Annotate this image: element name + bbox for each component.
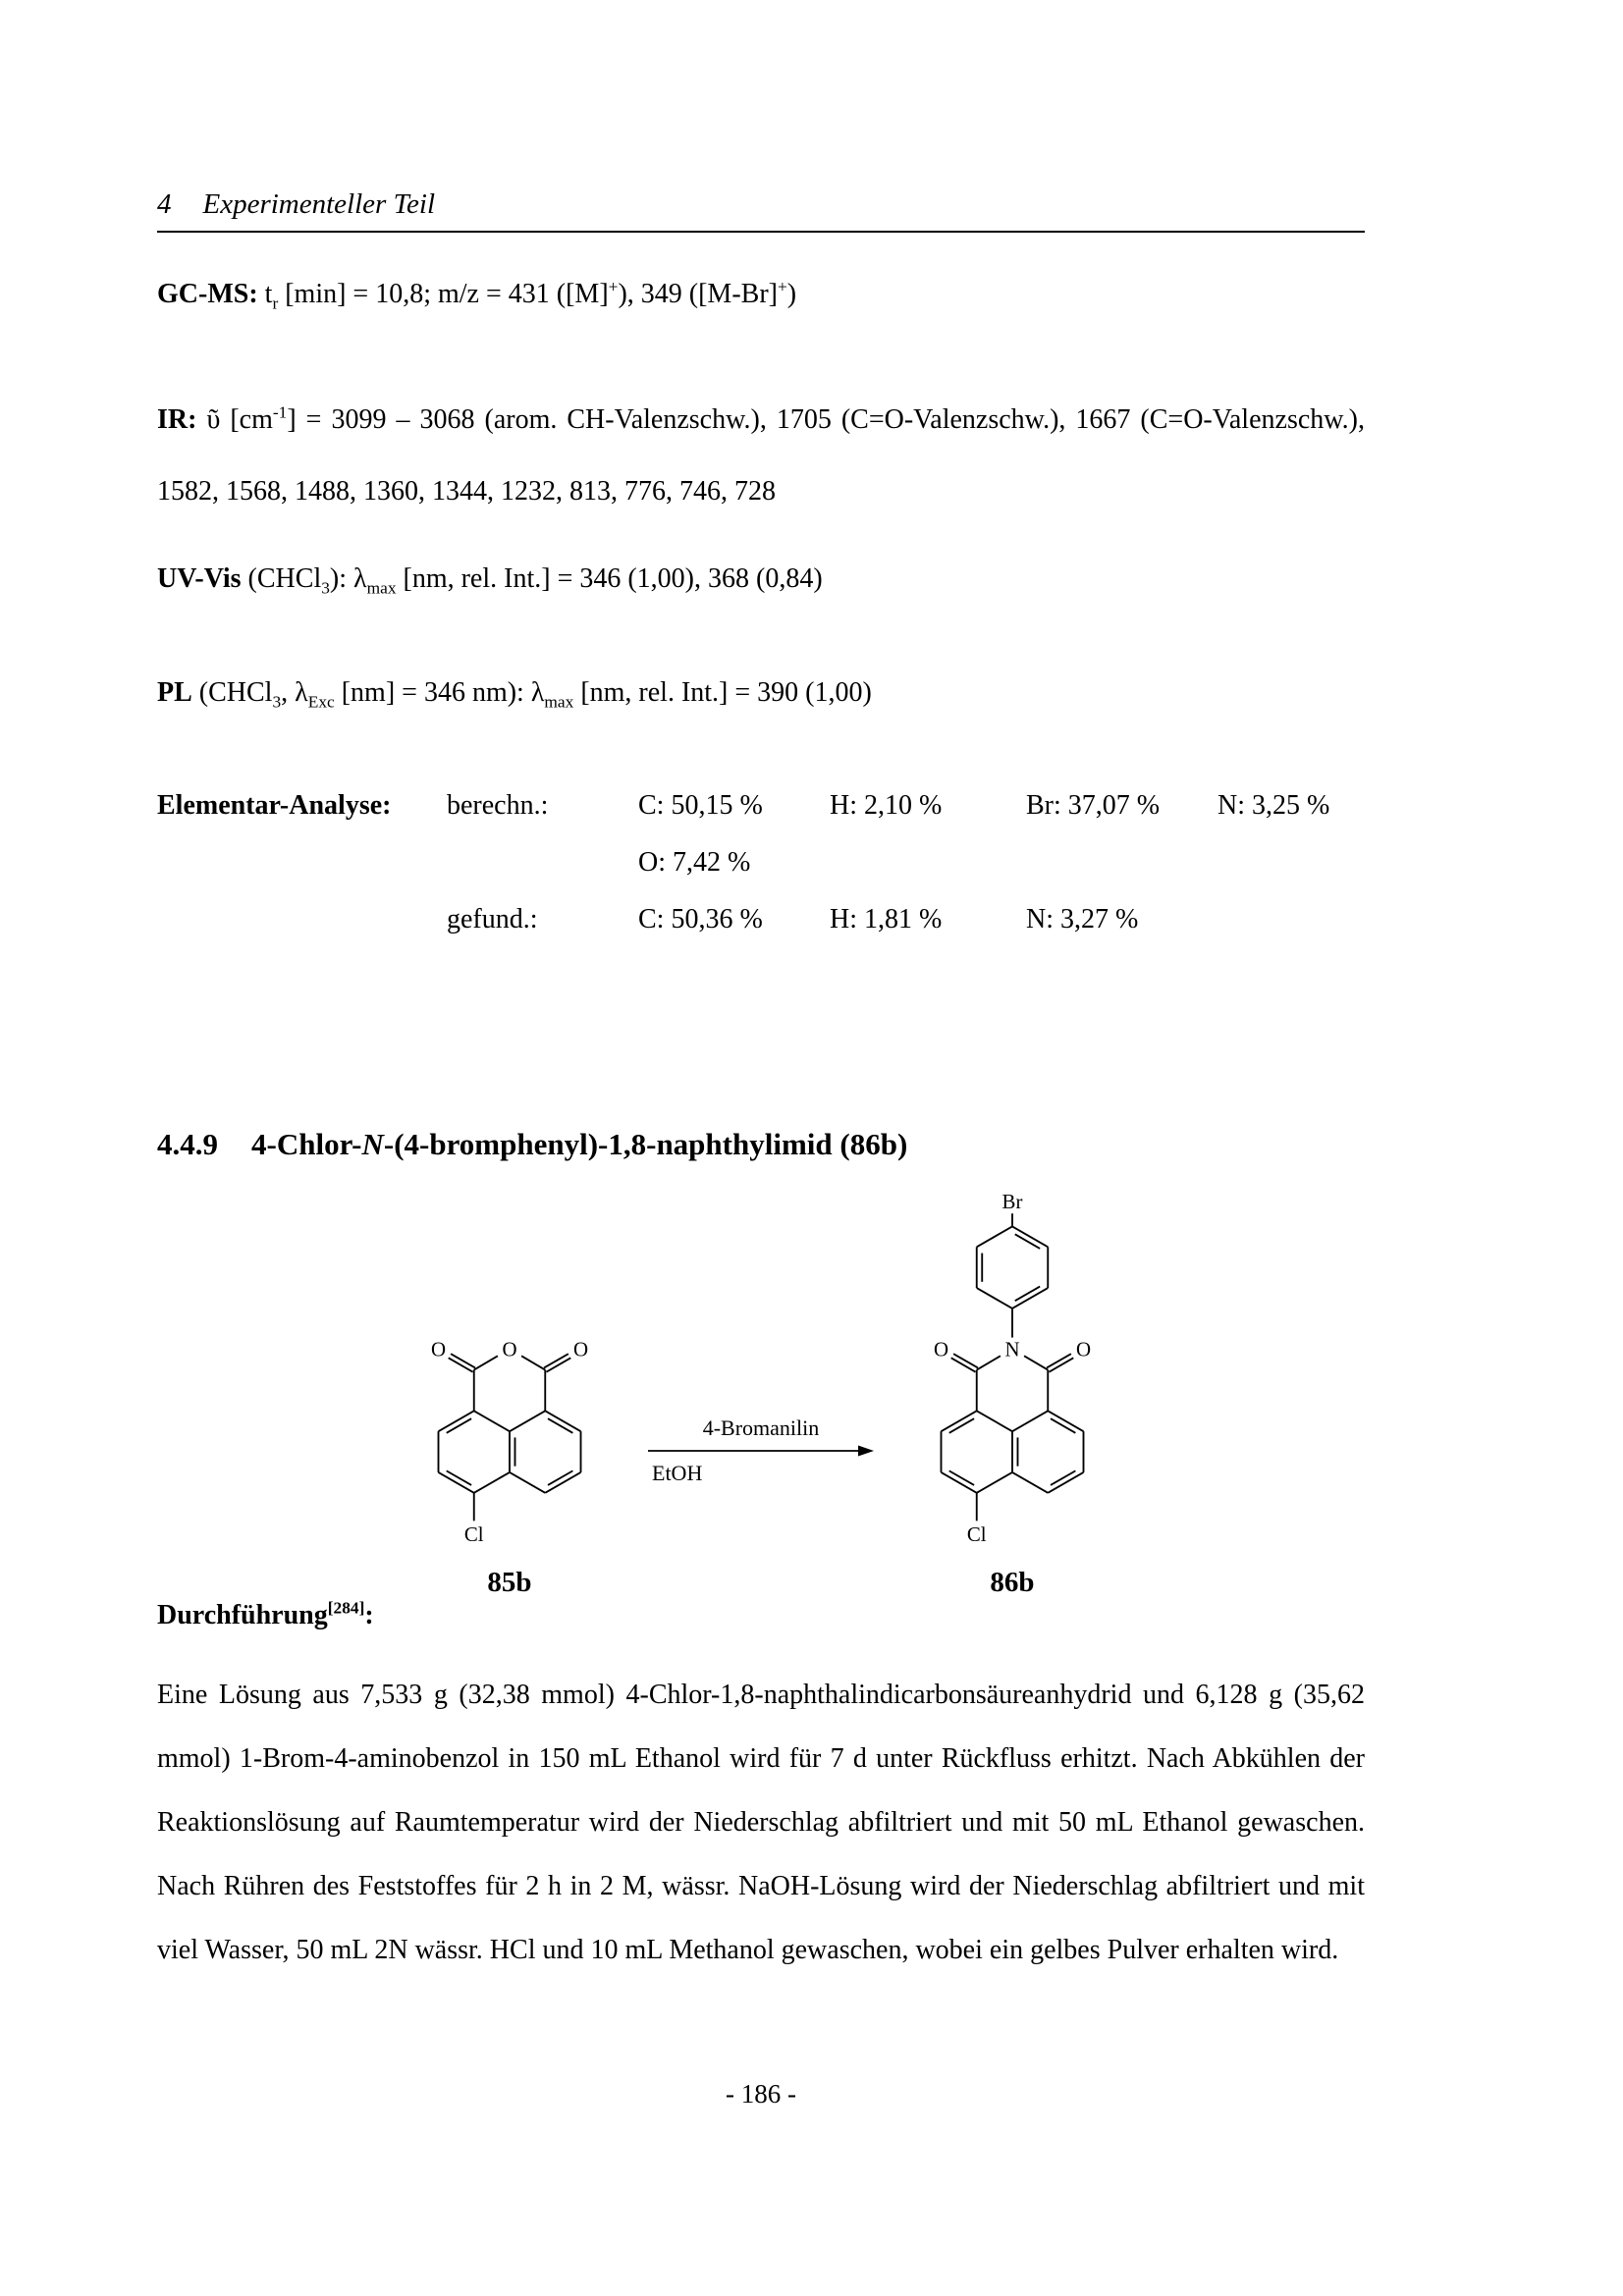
bonds [438, 1354, 580, 1521]
section-number: 4.4.9 [157, 1127, 218, 1161]
reagent-label: 4-Bromanilin [702, 1415, 820, 1440]
product-structure [893, 1178, 1131, 1599]
calc-oxygen-value: O: 7,42 % [638, 847, 751, 878]
gcms-data-line: GC-MS: $t_r$ [min] = 10,8; m/z = 431 ([M]+), 349 ([M-Br]+) [157, 277, 797, 313]
solvent-label: EtOH [652, 1461, 703, 1485]
oxygen-atom-label: O [1075, 1337, 1092, 1362]
found-nitrogen-value: N: 3,27 % [1026, 904, 1139, 934]
bromine-atom-label: Br [1001, 1189, 1023, 1213]
chapter-number: 4 [157, 188, 172, 220]
page-number: - 186 - [726, 2079, 796, 2109]
educt-label: 85b [487, 1567, 532, 1598]
uvvis-data-line: UV-Vis (CHCl$_3$): $\lambda_{max}$ [nm, rel. Int.] = 346 (1,00), 368 (0,84) [157, 563, 823, 598]
chlorine-atom-label: Cl [966, 1522, 987, 1547]
chapter-title: Experimenteller Teil [202, 188, 436, 220]
oxygen-atom-label: O [430, 1337, 447, 1362]
oxygen-atom-label: O [502, 1337, 517, 1362]
calc-carbon-value: C: 50,15 % [638, 790, 763, 821]
running-header [157, 188, 1365, 233]
elemental-label: Elementar-Analyse: [157, 790, 392, 821]
calc-bromine-value: Br: 37,07 % [1026, 790, 1161, 821]
pl-data-line: PL (CHCl$_3$, $\lambda_{Exc}$ [nm] = 346 nm): $\lambda_{max}$ [nm, rel. Int.] = 390 (1,00) [157, 677, 872, 712]
found-label: gefund.: [447, 904, 538, 934]
section-title: 4-Chlor-N-(4-bromphenyl)-1,8-naphthylimid (86b) [251, 1127, 908, 1161]
oxygen-atom-label: O [933, 1337, 949, 1362]
procedure-text: Eine Lösung aus 7,533 g (32,38 mmol) 4-Chlor-1,8-naphthalindicarbonsäureanhydrid und 6,128 g (35,62 mmol) 1-Brom-4-aminobenzol in 150 mL Ethanol wird für 7 d unter Rückfluss erhitzt. Nach Abkühlen der Reaktionslösung auf Raumtemperatur wird der Niederschlag abfiltriert und mit 50 mL Ethanol gewaschen. Nach Rühren des Feststoffes für 2 h in 2 M, wässr. NaOH-Lösung wird der Niederschlag abfiltriert und mit viel Wasser, 50 mL 2N wässr. HCl und 10 mL Methanol gewaschen, wobei ein gelbes Pulver erhalten wird. [157, 1680, 1365, 1965]
bonds [941, 1213, 1083, 1521]
procedure-heading: Durchführung[284]: [157, 1598, 374, 1630]
chlorine-atom-label: Cl [463, 1522, 484, 1547]
reaction-scheme [157, 1178, 1365, 1599]
reaction-arrow-block [646, 1415, 876, 1486]
naphthalimide-drawing [893, 1178, 1131, 1561]
ir-data-paragraph: IR: ῦ $[cm^{-1}] = 3099 - 3068$ (arom. CH-Valenzschw.), 1705 (C=O-Valenzschw.), 1667 (C=O-Valenzschw.), 1582, 1568, 1488, 1360, 1344, 1232, 813, 776, 746, 728 [157, 402, 1365, 507]
oxygen-atom-label: O [572, 1337, 589, 1362]
calc-hydrogen-value: H: 2,10 % [830, 790, 943, 821]
naphthalic-anhydride-drawing [391, 1178, 628, 1561]
nitrogen-atom-label: N [1004, 1337, 1020, 1362]
educt-structure [391, 1178, 628, 1599]
found-hydrogen-value: H: 1,81 % [830, 904, 943, 934]
found-carbon-value: C: 50,36 % [638, 904, 763, 934]
calc-nitrogen-value: N: 3,25 % [1217, 790, 1330, 821]
section-heading [157, 1127, 1365, 1162]
calculated-label: berechn.: [447, 790, 549, 821]
elemental-analysis-block [157, 790, 1365, 935]
product-label: 86b [990, 1567, 1035, 1598]
reaction-arrow-icon [648, 1443, 874, 1459]
